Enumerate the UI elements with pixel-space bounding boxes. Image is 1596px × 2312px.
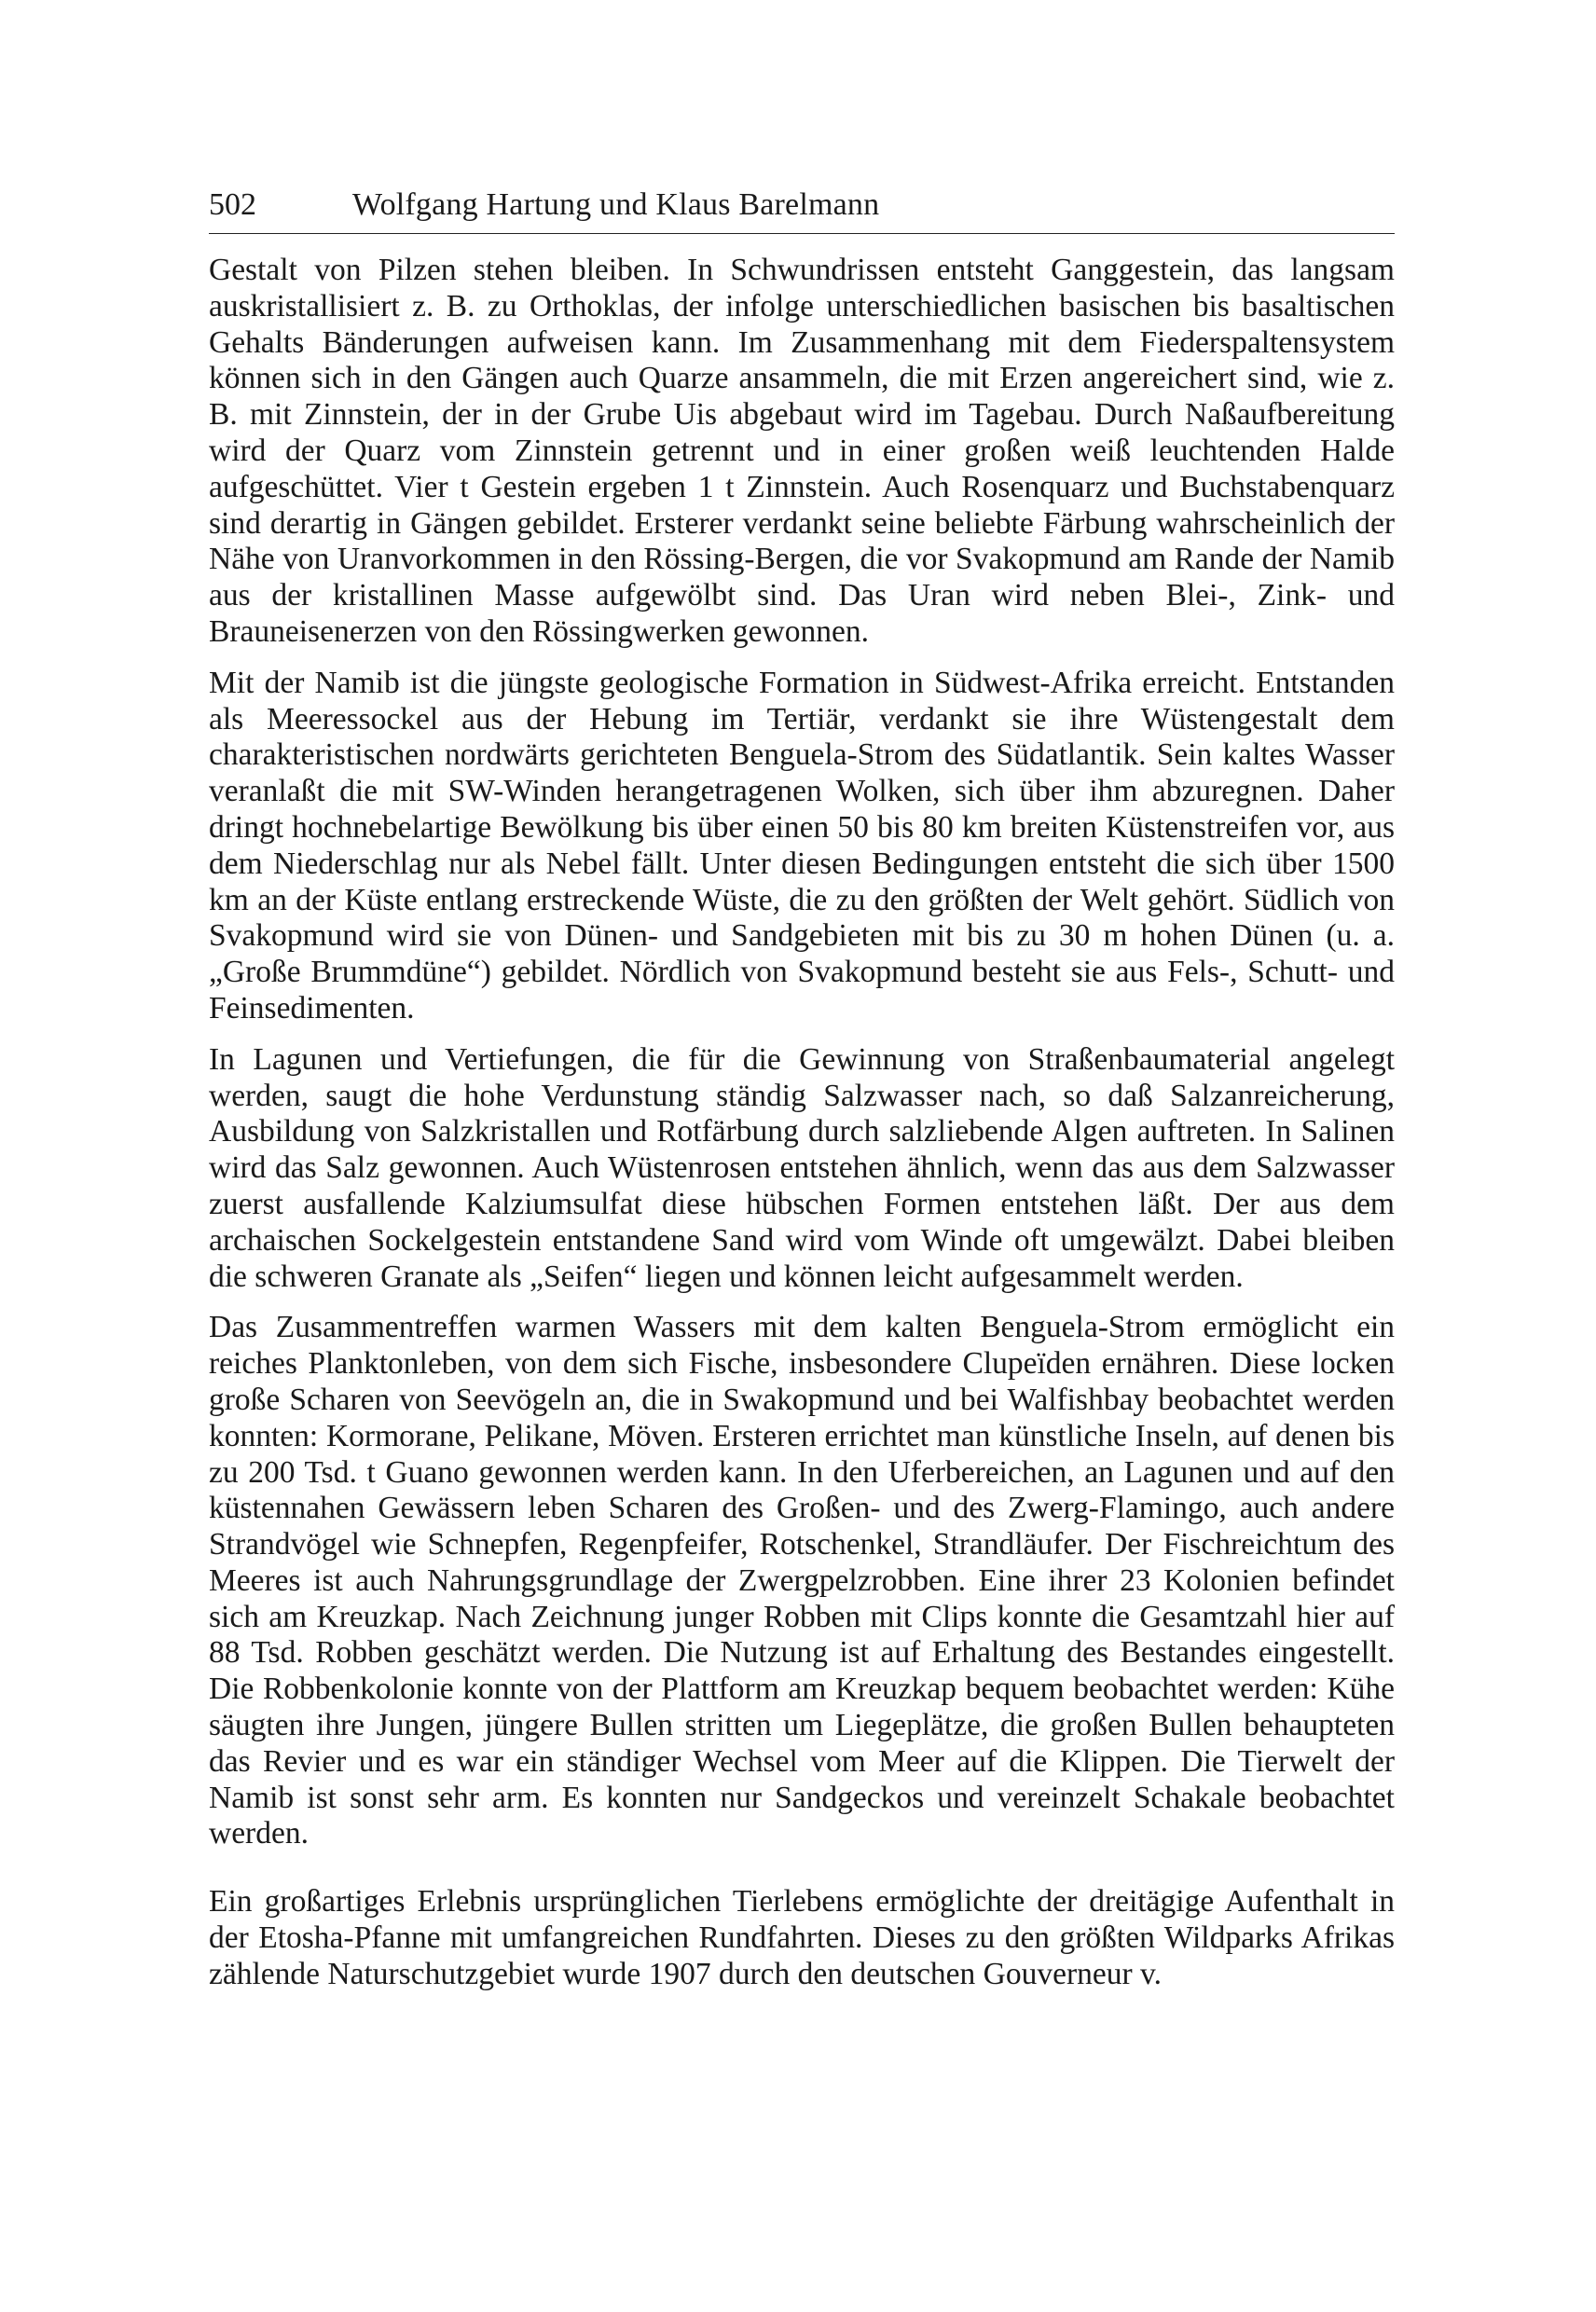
paragraph: Ein großartiges Erlebnis ursprünglichen Tierlebens ermöglichte der dreitägige Aufenthalt in der Etosha-Pfanne mit umfangreichen Rundfahrten. Dieses zu den größten Wildparks Afrikas zählende Naturschutzgebiet wurde 1907 durch den deutschen Gouverneur v. <box>209 1884 1395 1991</box>
page-header <box>209 186 1395 234</box>
paragraph: In Lagunen und Vertiefungen, die für die Gewinnung von Straßenbaumaterial angelegt werden, saugt die hohe Verdunstung ständig Salzwasser nach, so daß Salzanreicherung, Ausbildung von Salzkristallen und Rotfärbung durch salzliebende Algen auftreten. In Salinen wird das Salz gewonnen. Auch Wüstenrosen entstehen ähnlich, wenn das aus dem Salzwasser zuerst ausfallende Kalziumsulfat diese hübschen Formen entstehen läßt. Der aus dem archaischen Sockelgestein entstandene Sand wird vom Winde oft umgewälzt. Dabei bleiben die schweren Granate als „Seifen“ liegen und können leicht aufgesammelt werden. <box>209 1041 1395 1294</box>
paragraph: Gestalt von Pilzen stehen bleiben. In Schwundrissen entsteht Ganggestein, das langsam auskristallisiert z. B. zu Orthoklas, der infolge unterschiedlichen basischen bis basaltischen Gehalts Bänderungen aufweisen kann. Im Zusammenhang mit dem Fiederspaltensystem können sich in den Gängen auch Quarze ansammeln, die mit Erzen angereichert sind, wie z. B. mit Zinnstein, der in der Grube Uis abgebaut wird im Tagebau. Durch Naßaufbereitung wird der Quarz vom Zinnstein getrennt und in einer großen weiß leuchtenden Halde aufgeschüttet. Vier t Gestein ergeben 1 t Zinnstein. Auch Rosenquarz und Buchstabenquarz sind derartig in Gängen gebildet. Ersterer verdankt seine beliebte Färbung wahrscheinlich der Nähe von Uranvorkommen in den Rössing-Bergen, die vor Svakopmund am Rande der Namib aus der kristallinen Masse aufgewölbt sind. Das Uran wird neben Blei-, Zink- und Brauneisenerzen von den Rössingwerken gewonnen. <box>209 253 1395 649</box>
body-text <box>209 253 1395 1993</box>
paragraph: Das Zusammentreffen warmen Wassers mit dem kalten Benguela-Strom ermöglicht ein reiches Planktonleben, von dem sich Fische, insbesondere Clupeïden ernähren. Diese locken große Scharen von Seevögeln an, die in Swakopmund und bei Walfishbay beobachtet werden konnten: Kormorane, Pelikane, Möven. Ersteren errichtet man künstliche Inseln, auf denen bis zu 200 Tsd. t Guano gewonnen werden kann. In den Uferbereichen, an Lagunen und auf den küstennahen Gewässern leben Scharen des Großen- und des Zwerg-Flamingo, auch andere Strandvögel wie Schnepfen, Regenpfeifer, Rotschenkel, Strandläufer. Der Fischreichtum des Meeres ist auch Nahrungsgrundlage der Zwergpelzrobben. Eine ihrer 23 Kolonien befindet sich am Kreuzkap. Nach Zeichnung junger Robben mit Clips konnte die Gesamtzahl hier auf 88 Tsd. Robben geschätzt werden. Die Nutzung ist auf Erhaltung des Bestandes eingestellt. Die Robbenkolonie konnte von der Plattform am Kreuzkap bequem beobachtet werden: Kühe säugten ihre Jungen, jüngere Bullen stritten um Liegeplätze, die großen Bullen behaupteten das Revier und es war ein ständiger Wechsel vom Meer auf die Klippen. Die Tierwelt der Namib ist sonst sehr arm. Es konnten nur Sandgeckos und vereinzelt Schakale beobachtet werden. <box>209 1310 1395 1851</box>
running-head: Wolfgang Hartung und Klaus Barelmann <box>352 187 880 222</box>
document-page <box>209 186 1395 1993</box>
page-number: 502 <box>209 187 256 222</box>
paragraph: Mit der Namib ist die jüngste geologische Formation in Südwest-Afrika erreicht. Entstanden als Meeressockel aus der Hebung im Tertiär, verdankt sie ihre Wüstengestalt dem charakteristischen nordwärts gerichteten Benguela-Strom des Südatlantik. Sein kaltes Wasser veranlaßt die mit SW-Winden herangetragenen Wolken, sich über ihm abzuregnen. Daher dringt hochnebelartige Bewölkung bis über einen 50 bis 80 km breiten Küstenstreifen vor, aus dem Niederschlag nur als Nebel fällt. Unter diesen Bedingungen entsteht die sich über 1500 km an der Küste entlang erstreckende Wüste, die zu den größten der Welt gehört. Südlich von Svakopmund wird sie von Dünen- und Sandgebieten mit bis zu 30 m hohen Dünen (u. a. „Große Brummdüne“) gebildet. Nördlich von Svakopmund besteht sie aus Fels-, Schutt- und Feinsedimenten. <box>209 665 1395 1025</box>
